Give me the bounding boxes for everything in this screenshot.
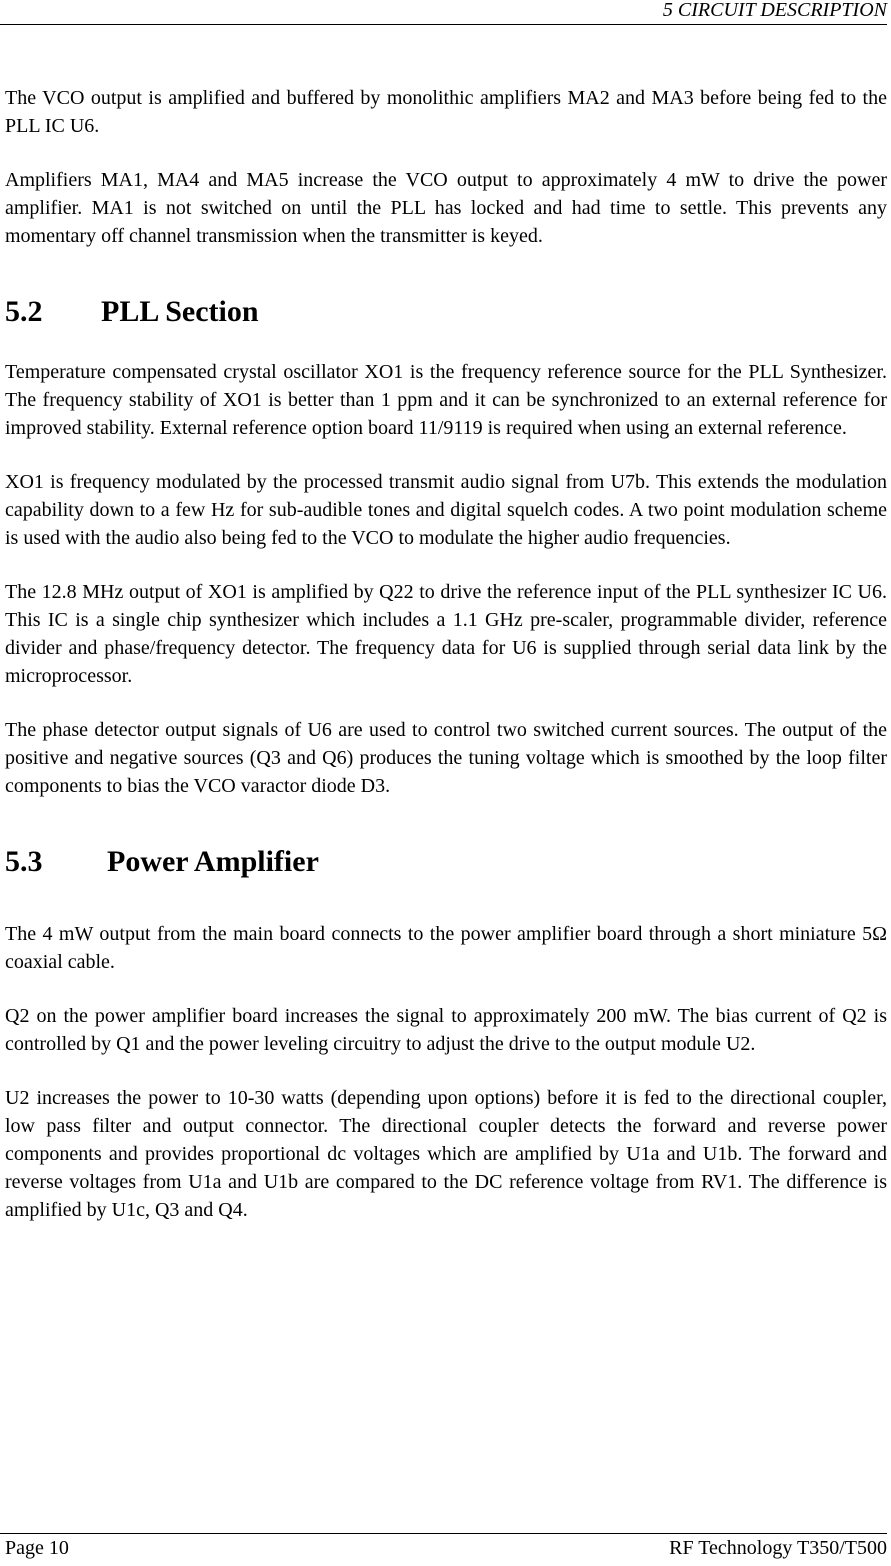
pa-paragraph-1: The 4 mW output from the main board connects to the power amplifier board through a short miniature 5Ω coaxial cable.: [5, 923, 887, 973]
vco-paragraph-1: The VCO output is amplified and buffered by monolithic amplifiers MA2 and MA3 before being fed to the PLL IC U6.: [5, 87, 887, 137]
product-label: RF Technology T350/T500: [669, 1537, 887, 1559]
section-heading-power-amplifier: [5, 844, 887, 880]
pll-paragraph-4: The phase detector output signals of U6 are used to control two switched current sources. The output of the positive and negative sources (Q3 and Q6) produces the tuning voltage which is smoothed by the loop filter components to bias the VCO varactor diode D3.: [5, 719, 887, 797]
page-content: [5, 84, 887, 1250]
section-number: 5.2: [5, 295, 43, 328]
pa-paragraph-2: Q2 on the power amplifier board increases the signal to approximately 200 mW. The bias current of Q2 is controlled by Q1 and the power leveling circuitry to adjust the drive to the output module U2.: [5, 1005, 887, 1055]
pa-paragraph-3: U2 increases the power to 10-30 watts (depending upon options) before it is fed to the directional coupler, low pass filter and output connector. The directional coupler detects the forward and reverse power components and provides proportional dc voltages which are amplified by U1a and U1b. The forward and reverse voltages from U1a and U1b are compared to the DC reference voltage from RV1. The difference is amplified by U1c, Q3 and Q4.: [5, 1087, 887, 1221]
section-title: Power Amplifier: [107, 845, 319, 878]
pll-paragraph-3: The 12.8 MHz output of XO1 is amplified by Q22 to drive the reference input of the PLL synthesizer IC U6. This IC is a single chip synthesizer which includes a 1.1 GHz pre-scaler, programmable divider, reference divider and phase/frequency detector. The frequency data for U6 is supplied through serial data link by the microprocessor.: [5, 581, 887, 687]
vco-paragraph-2: Amplifiers MA1, MA4 and MA5 increase the VCO output to approximately 4 mW to drive the power amplifier. MA1 is not switched on until the PLL has locked and had time to settle. This prevents any momentary off channel transmission when the transmitter is keyed.: [5, 169, 887, 247]
pll-paragraph-2: XO1 is frequency modulated by the processed transmit audio signal from U7b. This extends the modulation capability down to a few Hz for sub-audible tones and digital squelch codes. A two point modulation scheme is used with the audio also being fed to the VCO to modulate the higher audio frequencies.: [5, 471, 887, 549]
section-heading-pll: [5, 294, 887, 330]
page-number: Page 10: [5, 1537, 69, 1559]
running-header-title: 5 CIRCUIT DESCRIPTION: [662, 0, 887, 21]
running-header: [0, 0, 887, 25]
running-footer: [0, 1533, 887, 1562]
section-title: PLL Section: [101, 295, 259, 328]
section-number: 5.3: [5, 845, 43, 878]
pll-paragraph-1: Temperature compensated crystal oscillator XO1 is the frequency reference source for the PLL Synthesizer. The frequency stability of XO1 is better than 1 ppm and it can be synchronized to an external reference for improved stability. External reference option board 11/9119 is required when using an external reference.: [5, 361, 887, 439]
